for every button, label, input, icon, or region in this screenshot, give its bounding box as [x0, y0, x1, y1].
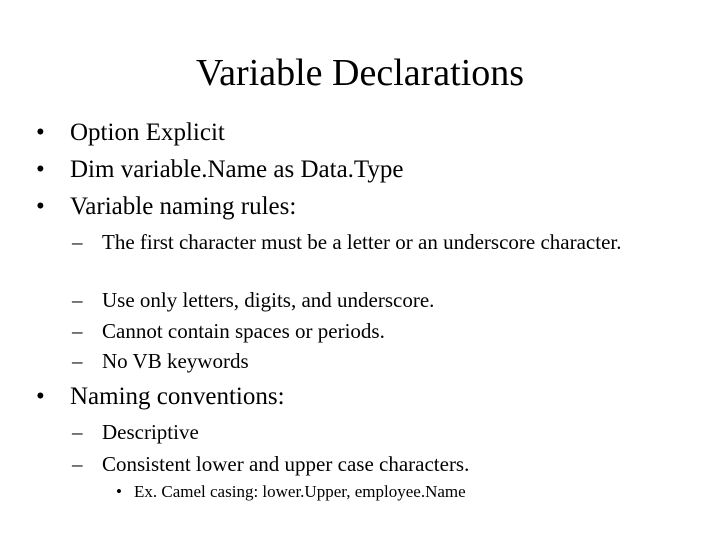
dash-marker: –	[72, 349, 83, 373]
dash-marker: –	[72, 288, 83, 312]
bullet-text: Option Explicit	[70, 119, 225, 146]
subbullet-text: The first character must be a letter or an underscore character.	[102, 230, 622, 254]
bullet-text: Variable naming rules:	[70, 193, 297, 220]
bullet-marker: •	[36, 193, 45, 220]
dash-marker: –	[72, 452, 83, 476]
subbullet-text: Descriptive	[102, 420, 199, 444]
slide-title: Variable Declarations	[195, 52, 525, 94]
dash-marker: –	[72, 230, 83, 254]
bullet-text: Dim variable.Name as Data.Type	[70, 156, 404, 183]
bullet-marker: •	[36, 119, 45, 146]
subbullet-text: Cannot contain spaces or periods.	[102, 319, 385, 343]
bullet-marker: •	[36, 156, 45, 183]
subbullet-text: No VB keywords	[102, 349, 249, 373]
dash-marker: –	[72, 420, 83, 444]
subbullet-text: Use only letters, digits, and underscore.	[102, 288, 435, 312]
dash-marker: –	[72, 319, 83, 343]
bullet-text: Naming conventions:	[70, 383, 285, 410]
subbullet-text: Consistent lower and upper case characters.	[102, 452, 470, 476]
bullet-marker: •	[116, 482, 122, 501]
subsubbullet-text: Ex. Camel casing: lower.Upper, employee.Name	[134, 482, 466, 501]
bullet-marker: •	[36, 383, 45, 410]
